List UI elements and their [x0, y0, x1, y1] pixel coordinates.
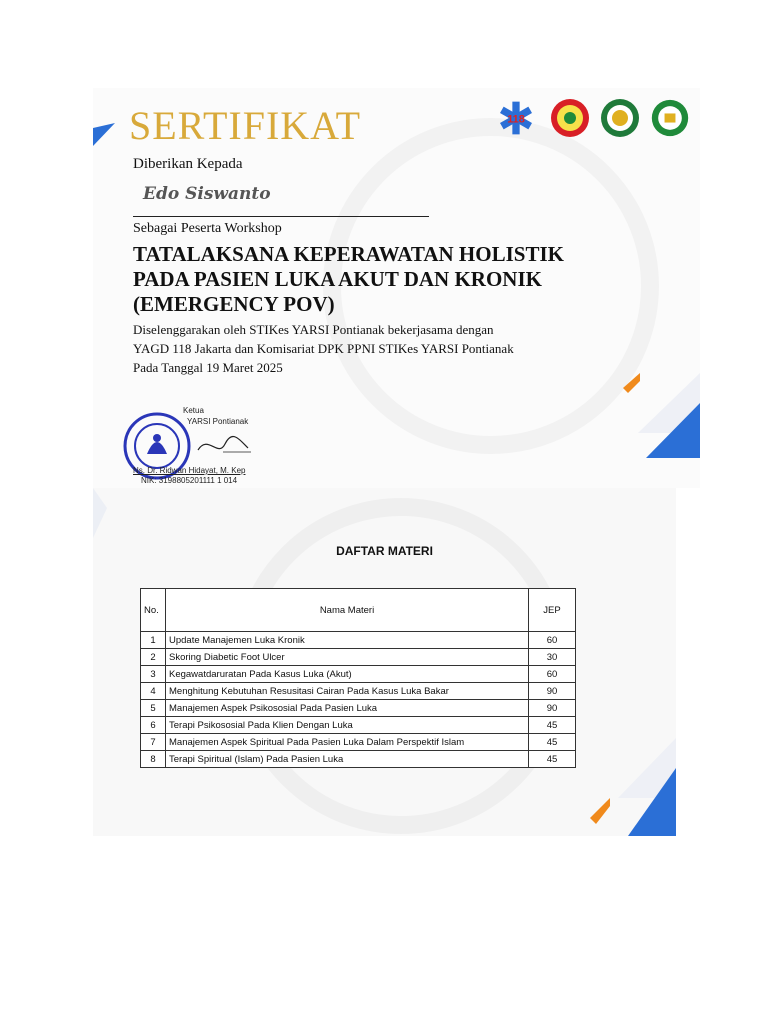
row-number: 8: [141, 751, 166, 768]
certificate-front: [93, 88, 700, 488]
row-number: 4: [141, 683, 166, 700]
table-header-row: [141, 589, 576, 632]
corner-decoration-top-left: [93, 488, 113, 548]
table-row: [141, 632, 576, 649]
material-name: Kegawatdaruratan Pada Kasus Luka (Akut): [166, 666, 529, 683]
table-row: [141, 683, 576, 700]
table-row: [141, 717, 576, 734]
material-jep: 90: [529, 683, 576, 700]
signatory-nik: NIK: 3198805201111 1 014: [141, 476, 238, 485]
column-header-jep: JEP: [529, 589, 576, 632]
material-jep: 30: [529, 649, 576, 666]
event-title-line: PADA PASIEN LUKA AKUT DAN KRONIK: [133, 267, 542, 291]
material-jep: 45: [529, 717, 576, 734]
given-to-label: Diberikan Kepada: [133, 156, 243, 172]
signature-position: Ketua: [183, 406, 204, 415]
organizer-line: Diselenggarakan oleh STIKes YARSI Pontianak bekerjasama dengan: [133, 322, 494, 337]
row-number: 6: [141, 717, 166, 734]
star-of-life-icon: [496, 98, 536, 138]
material-name: Manajemen Aspek Spiritual Pada Pasien Luka Dalam Perspektif Islam: [166, 734, 529, 751]
material-jep: 60: [529, 666, 576, 683]
material-name: Manajemen Aspek Psikososial Pada Pasien Luka: [166, 700, 529, 717]
materials-table: [140, 588, 576, 768]
row-number: 1: [141, 632, 166, 649]
corner-decoration-bottom-right: [618, 373, 700, 488]
event-title-line: (EMERGENCY POV): [133, 292, 335, 316]
recipient-name: Edo Siswanto: [143, 184, 271, 204]
materials-heading: DAFTAR MATERI: [336, 544, 433, 558]
material-jep: 60: [529, 632, 576, 649]
material-name: Terapi Psikososial Pada Klien Dengan Luka: [166, 717, 529, 734]
handwritten-signature: [193, 432, 253, 460]
certificate-title: SERTIFIKAT: [129, 103, 362, 148]
material-name: Terapi Spiritual (Islam) Pada Pasien Luka: [166, 751, 529, 768]
material-name: Skoring Diabetic Foot Ulcer: [166, 649, 529, 666]
corner-decoration-top-left: [93, 88, 123, 148]
table-row: [141, 751, 576, 768]
yarsi-logo-icon: [650, 98, 690, 138]
event-title: [133, 242, 564, 317]
table-row: [141, 734, 576, 751]
row-number: 7: [141, 734, 166, 751]
material-name: Menghitung Kebutuhan Resusitasi Cairan Pada Kasus Luka Bakar: [166, 683, 529, 700]
table-row: [141, 700, 576, 717]
row-number: 5: [141, 700, 166, 717]
event-date: Pada Tanggal 19 Maret 2025: [133, 360, 283, 375]
material-jep: 45: [529, 751, 576, 768]
column-header-no: No.: [141, 589, 166, 632]
row-number: 2: [141, 649, 166, 666]
event-title-line: TATALAKSANA KEPERAWATAN HOLISTIK: [133, 242, 564, 266]
corner-decoration-bottom-right: [588, 738, 676, 836]
organizer-text: [133, 320, 514, 377]
table-row: [141, 666, 576, 683]
material-name: Update Manajemen Luka Kronik: [166, 632, 529, 649]
komisariat-logo-icon: [600, 98, 640, 138]
table-row: [141, 649, 576, 666]
material-jep: 45: [529, 734, 576, 751]
participant-role: Sebagai Peserta Workshop: [133, 221, 282, 236]
row-number: 3: [141, 666, 166, 683]
signature-institution: YARSI Pontianak: [187, 417, 249, 426]
name-underline: [133, 216, 429, 217]
column-header-name: Nama Materi: [166, 589, 529, 632]
certificate-back: [93, 488, 676, 836]
logo-row: [496, 96, 696, 140]
organizer-line: YAGD 118 Jakarta dan Komisariat DPK PPNI STIKes YARSI Pontianak: [133, 341, 514, 356]
svg-text:118: 118: [507, 113, 525, 126]
signatory-name: Ns. Dr. Ridwan Hidayat, M. Kep: [133, 466, 246, 475]
material-jep: 90: [529, 700, 576, 717]
ppni-logo-icon: [550, 98, 590, 138]
